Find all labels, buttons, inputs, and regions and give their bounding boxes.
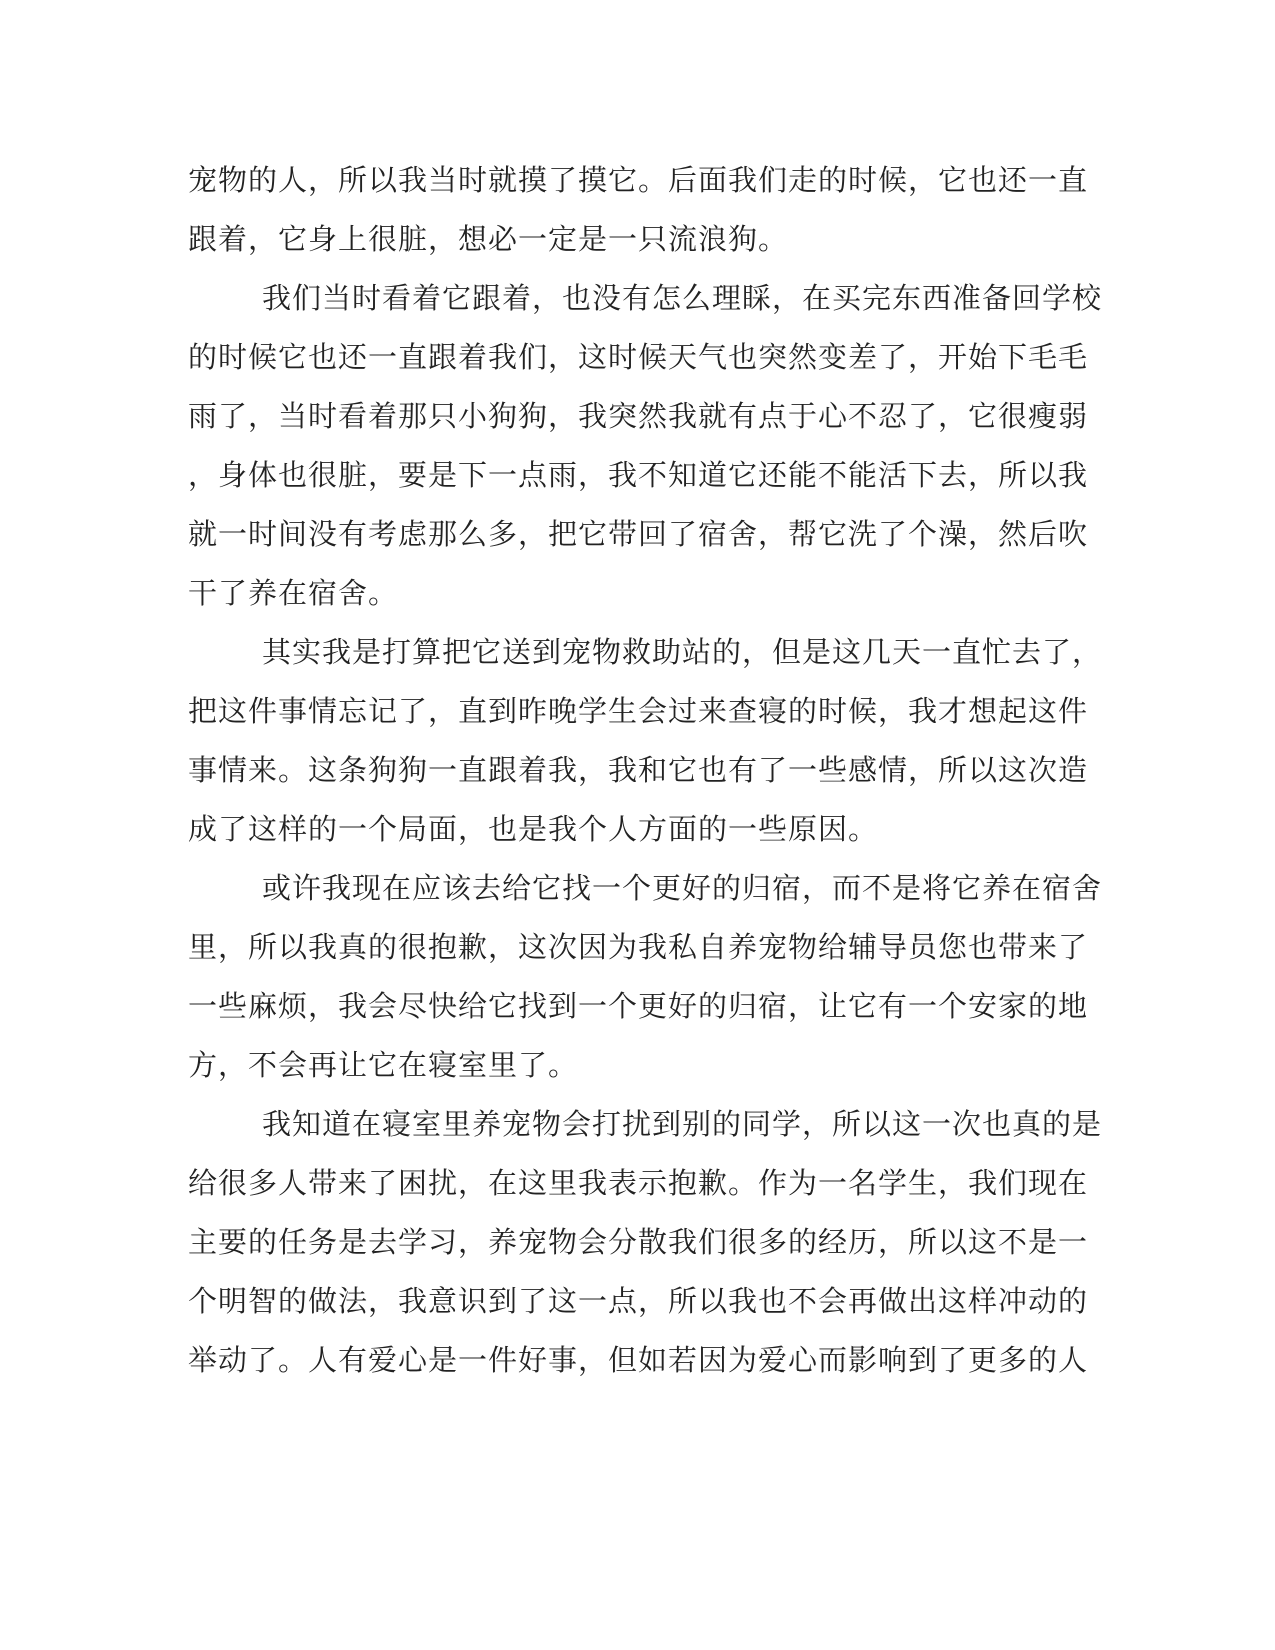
text-line: 事情来。这条狗狗一直跟着我，我和它也有了一些感情，所以这次造 [188, 753, 1089, 787]
text-line: 干了养在宿舍。 [188, 576, 399, 610]
text-line: 方，不会再让它在寝室里了。 [188, 1048, 579, 1082]
text-line: 个明智的做法，我意识到了这一点，所以我也不会再做出这样冲动的 [188, 1284, 1089, 1318]
text-line: 主要的任务是去学习，养宠物会分散我们很多的经历，所以这不是一 [188, 1225, 1089, 1259]
text-line: 跟着，它身上很脏，想必一定是一只流浪狗。 [188, 222, 789, 256]
paragraph-start-line: 我们当时看着它跟着，也没有怎么理睬，在买完东西准备回学校 [262, 281, 1103, 315]
text-line: 给很多人带来了困扰，在这里我表示抱歉。作为一名学生，我们现在 [188, 1166, 1089, 1200]
text-line: 宠物的人，所以我当时就摸了摸它。后面我们走的时候，它也还一直 [188, 163, 1089, 197]
text-line: 就一时间没有考虑那么多，把它带回了宿舍，帮它洗了个澡，然后吹 [188, 517, 1089, 551]
paragraph-start-line: 我知道在寝室里养宠物会打扰到别的同学，所以这一次也真的是 [262, 1107, 1103, 1141]
text-line: 举动了。人有爱心是一件好事，但如若因为爱心而影响到了更多的人 [188, 1343, 1089, 1377]
text-line: 的时候它也还一直跟着我们，这时候天气也突然变差了，开始下毛毛 [188, 340, 1089, 374]
text-line: 一些麻烦，我会尽快给它找到一个更好的归宿，让它有一个安家的地 [188, 989, 1089, 1023]
text-line: 里，所以我真的很抱歉，这次因为我私自养宠物给辅导员您也带来了 [188, 930, 1089, 964]
text-line: 成了这样的一个局面，也是我个人方面的一些原因。 [188, 812, 879, 846]
text-line: 把这件事情忘记了，直到昨晚学生会过来查寝的时候，我才想起这件 [188, 694, 1089, 728]
text-line: 雨了，当时看着那只小狗狗，我突然我就有点于心不忍了，它很瘦弱 [188, 399, 1089, 433]
paragraph-start-line: 其实我是打算把它送到宠物救助站的，但是这几天一直忙去了， [262, 635, 1103, 669]
paragraph-start-line: 或许我现在应该去给它找一个更好的归宿，而不是将它养在宿舍 [262, 871, 1103, 905]
text-line: ，身体也很脏，要是下一点雨，我不知道它还能不能活下去，所以我 [188, 458, 1089, 492]
